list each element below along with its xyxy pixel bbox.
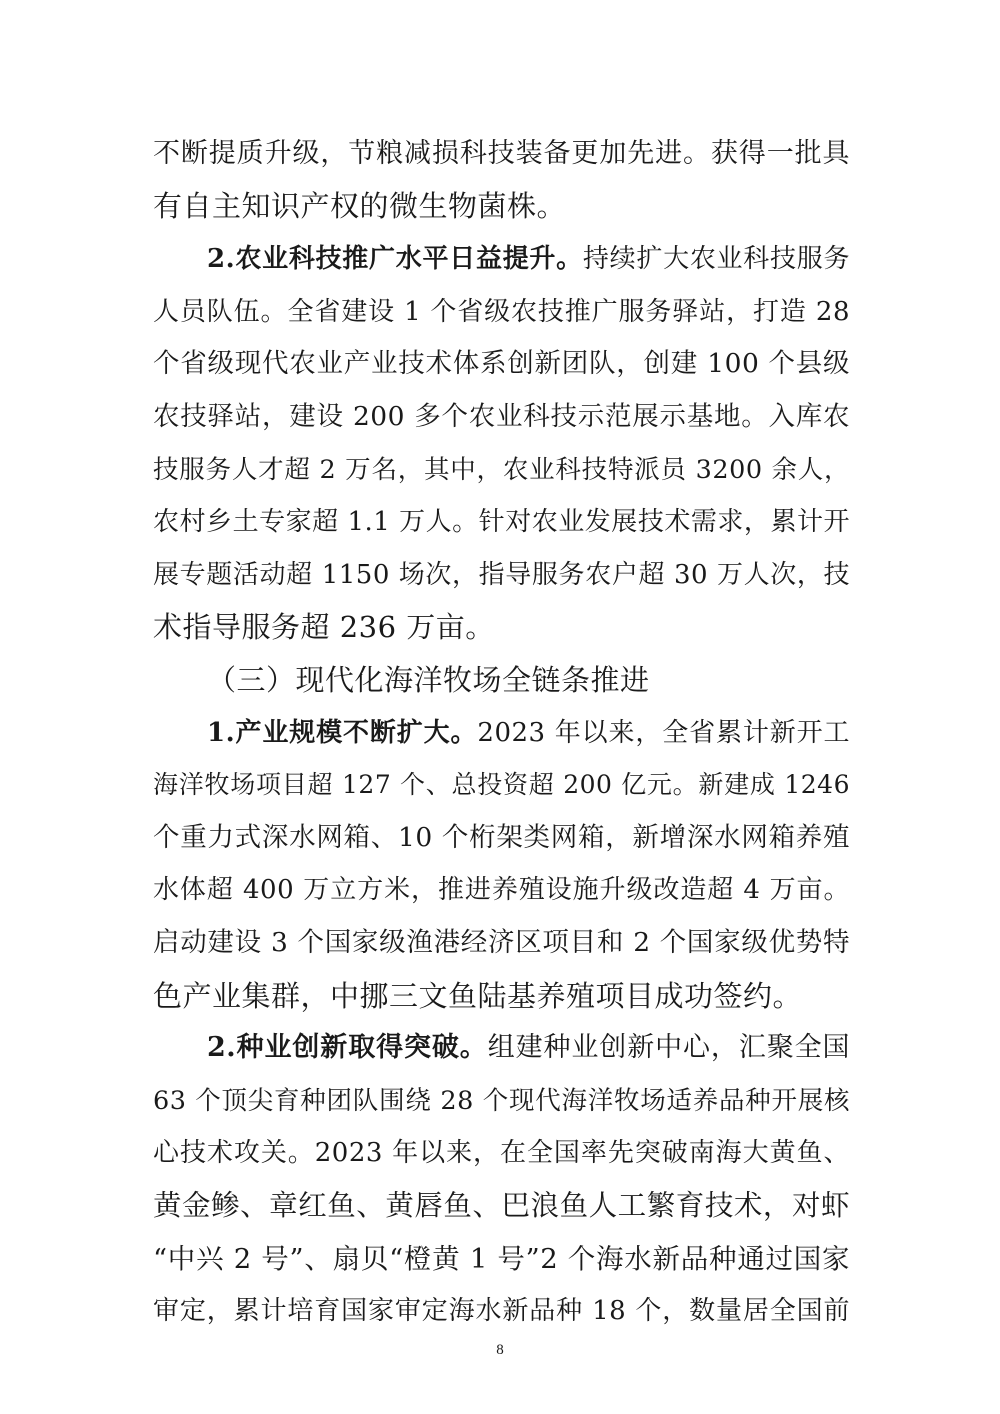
paragraph-2-line-7: 展专题活动超 1150 场次，指导服务农户超 30 万人次，技 (153, 560, 850, 590)
paragraph-3-line-2: 海洋牧场项目超 127 个、总投资超 200 亿元。新建成 1246 (153, 770, 850, 799)
paragraph-3-line-6: 色产业集群，中挪三文鱼陆基养殖项目成功签约。 (153, 979, 803, 1013)
paragraph-2-line-6: 农村乡土专家超 1.1 万人。针对农业发展技术需求，累计开 (153, 507, 850, 537)
paragraph-2-line-4: 农技驿站，建设 200 多个农业科技示范展示基地。入库农 (153, 401, 850, 432)
paragraph-2-line-2: 人员队伍。全省建设 1 个省级农技推广服务驿站，打造 28 (153, 297, 850, 327)
paragraph-3-line-3: 个重力式深水网箱、10 个桁架类网箱，新增深水网箱养殖 (153, 822, 850, 853)
paragraph-1-line-1: 不断提质升级，节粮减损科技装备更加先进。获得一批具 (153, 138, 850, 169)
paragraph-3-line-4: 水体超 400 万立方米，推进养殖设施升级改造超 4 万亩。 (153, 875, 850, 905)
paragraph-4-line-6: 审定，累计培育国家审定海水新品种 18 个，数量居全国前 (153, 1296, 850, 1326)
paragraph-3-line-1-rest: 2023 年以来，全省累计新开工 (477, 718, 850, 748)
paragraph-4-line-2: 63 个顶尖育种团队围绕 28 个现代海洋牧场适养品种开展核 (153, 1086, 850, 1116)
paragraph-3-lead: 1.产业规模不断扩大。 (207, 718, 478, 748)
paragraph-2-line-8: 术指导服务超 236 万亩。 (153, 610, 495, 644)
paragraph-2-line-5: 技服务人才超 2 万名，其中，农业科技特派员 3200 余人， (153, 455, 850, 485)
paragraph-4-line-3: 心技术攻关。2023 年以来，在全国率先突破南海大黄鱼、 (153, 1138, 850, 1168)
section-heading: （三）现代化海洋牧场全链条推进 (207, 663, 650, 697)
paragraph-4-line-1 (207, 1025, 850, 1071)
paragraph-4-line-4: 黄金鲹、章红鱼、黄唇鱼、巴浪鱼人工繁育技术，对虾 (153, 1189, 850, 1222)
paragraph-4-line-5: “中兴 2 号”、扇贝“橙黄 1 号”2 个海水新品种通过国家 (153, 1243, 850, 1275)
paragraph-1-line-2: 有自主知识产权的微生物菌株。 (153, 189, 567, 223)
paragraph-2-line-3: 个省级现代农业产业技术体系创新团队，创建 100 个县级 (153, 348, 850, 379)
page-number: 8 (496, 1342, 504, 1358)
paragraph-3-line-5: 启动建设 3 个国家级渔港经济区项目和 2 个国家级优势特 (153, 927, 850, 958)
paragraph-3-line-1 (207, 710, 850, 756)
paragraph-2-line-1 (207, 236, 850, 282)
paragraph-2-lead: 2.农业科技推广水平日益提升。 (207, 244, 583, 274)
paragraph-2-line-1-rest: 持续扩大农业科技服务 (582, 244, 850, 274)
paragraph-4-lead: 2.种业创新取得突破。 (207, 1032, 488, 1063)
paragraph-4-line-1-rest: 组建种业创新中心，汇聚全国 (487, 1032, 850, 1063)
